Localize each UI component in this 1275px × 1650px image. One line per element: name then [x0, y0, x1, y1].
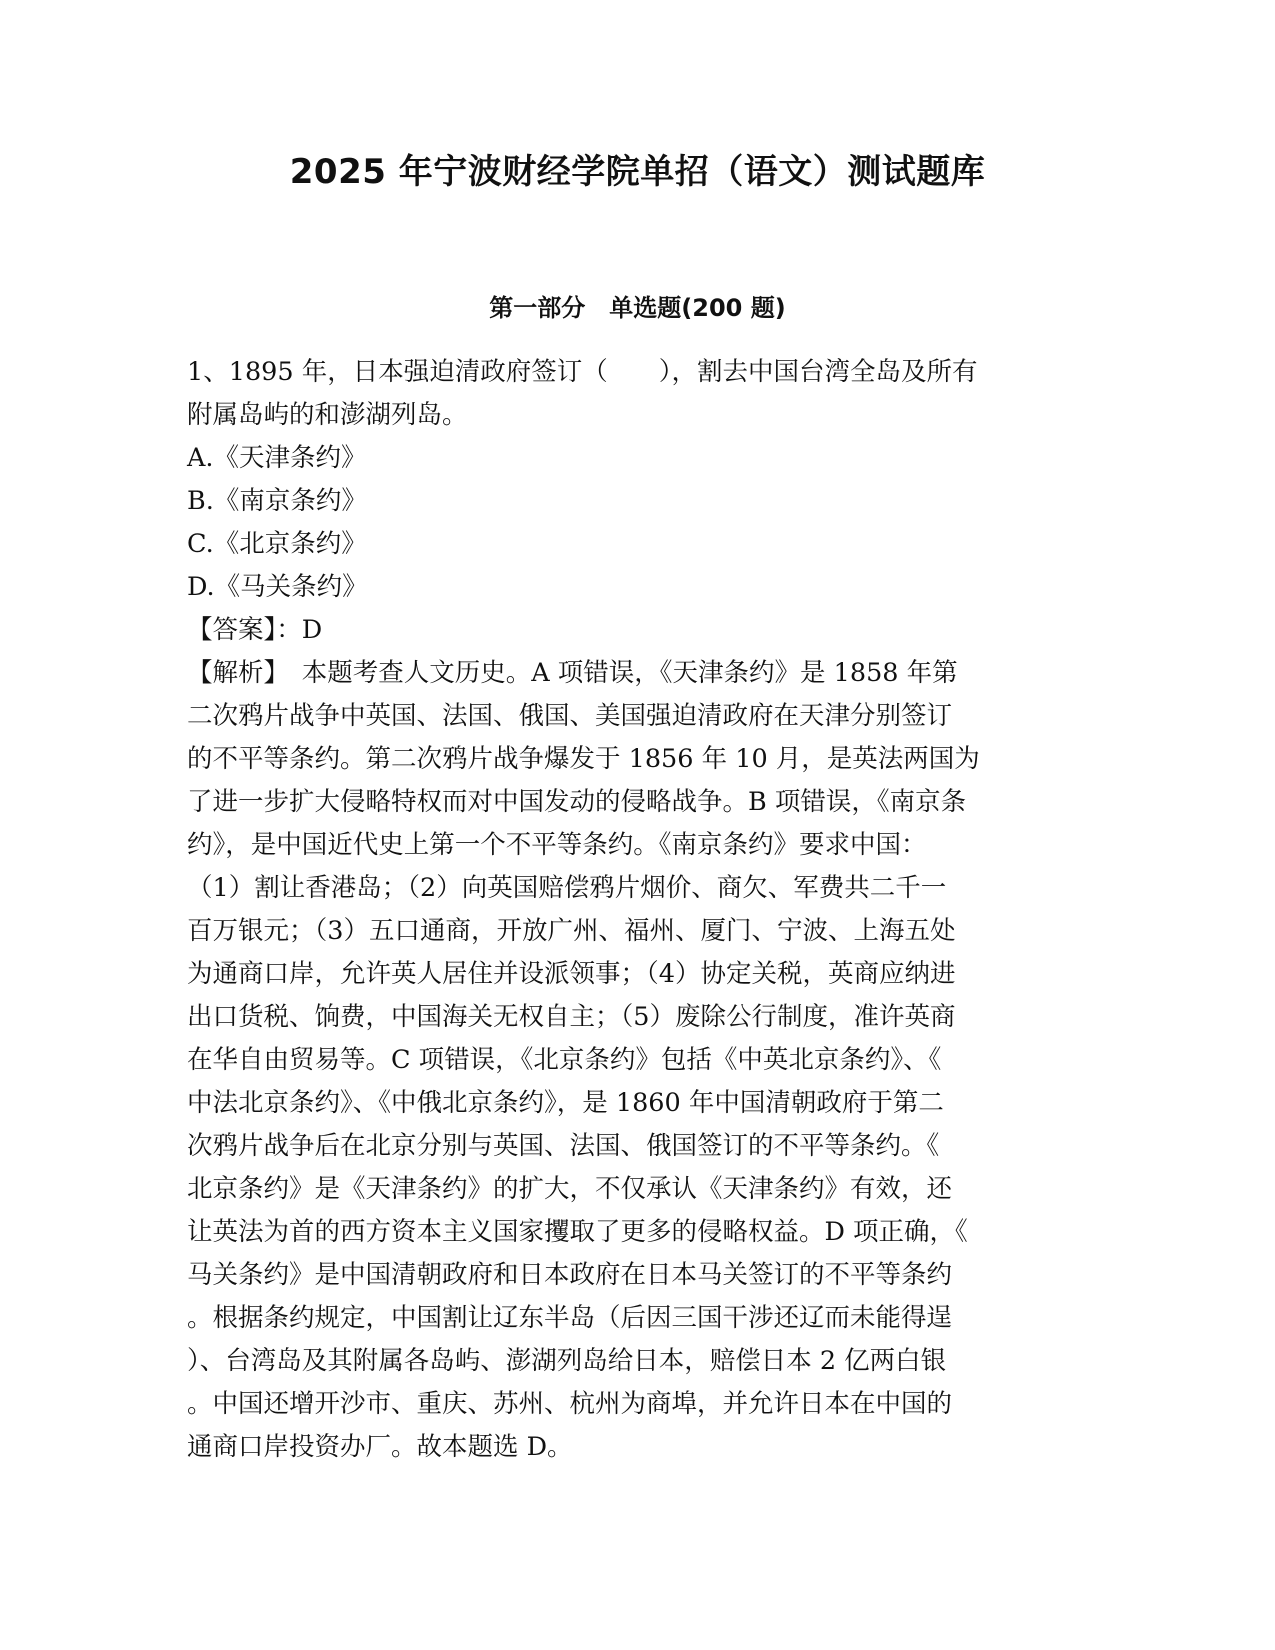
analysis-line: （1）割让香港岛；（2）向英国赔偿鸦片烟价、商欠、军费共二千一 [187, 873, 947, 903]
analysis-line: 。根据条约规定，中国割让辽东半岛（后因三国干涉还辽而未能得逞 [187, 1303, 953, 1333]
question-stem-line: 附属岛屿的和澎湖列岛。 [187, 400, 468, 430]
analysis-line: 出口货税、饷费，中国海关无权自主；（5）废除公行制度，准许英商 [187, 1002, 956, 1032]
analysis-line: 的不平等条约。第二次鸦片战争爆发于 1856 年 10 月，是英法两国为 [187, 744, 980, 774]
analysis-line: 约》，是中国近代史上第一个不平等条约。《南京条约》要求中国： [187, 830, 927, 860]
document-title: 2025 年宁波财经学院单招（语文）测试题库 [289, 152, 986, 192]
question-block [187, 351, 1082, 1469]
option-d: D.《马关条约》 [187, 572, 368, 602]
analysis-line: 北京条约》是《天津条约》的扩大，不仅承认《天津条约》有效，还 [187, 1174, 953, 1204]
analysis-line: ）、台湾岛及其附属各岛屿、澎湖列岛给日本，赔偿日本 2 亿两白银 [187, 1346, 947, 1376]
analysis-line: 让英法为首的西方资本主义国家攫取了更多的侵略权益。D 项正确，《 [187, 1217, 968, 1247]
analysis-line: 在华自由贸易等。C 项错误，《北京条约》包括《中英北京条约》、《 [187, 1045, 942, 1075]
analysis-line: 次鸦片战争后在北京分别与英国、法国、俄国签订的不平等条约。《 [187, 1131, 940, 1161]
analysis-line: 。中国还增开沙市、重庆、苏州、杭州为商埠，并允许日本在中国的 [187, 1389, 953, 1419]
analysis-line: 中法北京条约》、《中俄北京条约》，是 1860 年中国清朝政府于第二 [187, 1088, 944, 1118]
analysis-line: 【解析】 本题考查人文历史。A 项错误，《天津条约》是 1858 年第 [187, 658, 958, 688]
option-a: A.《天津条约》 [187, 443, 367, 473]
analysis-line: 百万银元；（3）五口通商，开放广州、福州、厦门、宁波、上海五处 [187, 916, 956, 946]
analysis-line: 马关条约》是中国清朝政府和日本政府在日本马关签订的不平等条约 [187, 1260, 953, 1290]
analysis-line: 二次鸦片战争中英国、法国、俄国、美国强迫清政府在天津分别签订 [187, 701, 953, 731]
option-c: C.《北京条约》 [187, 529, 367, 559]
answer-line: 【答案】：D [187, 615, 323, 645]
analysis-line: 了进一步扩大侵略特权而对中国发动的侵略战争。B 项错误，《南京条 [187, 787, 967, 817]
section-title: 第一部分 单选题(200 题) [489, 294, 786, 322]
option-b: B.《南京条约》 [187, 486, 367, 516]
analysis-line: 为通商口岸，允许英人居住并设派领事；（4）协定关税，英商应纳进 [187, 959, 956, 989]
analysis-line: 通商口岸投资办厂。故本题选 D。 [187, 1432, 573, 1462]
question-stem-line: 1、1895 年，日本强迫清政府签订（ ），割去中国台湾全岛及所有 [187, 357, 978, 387]
